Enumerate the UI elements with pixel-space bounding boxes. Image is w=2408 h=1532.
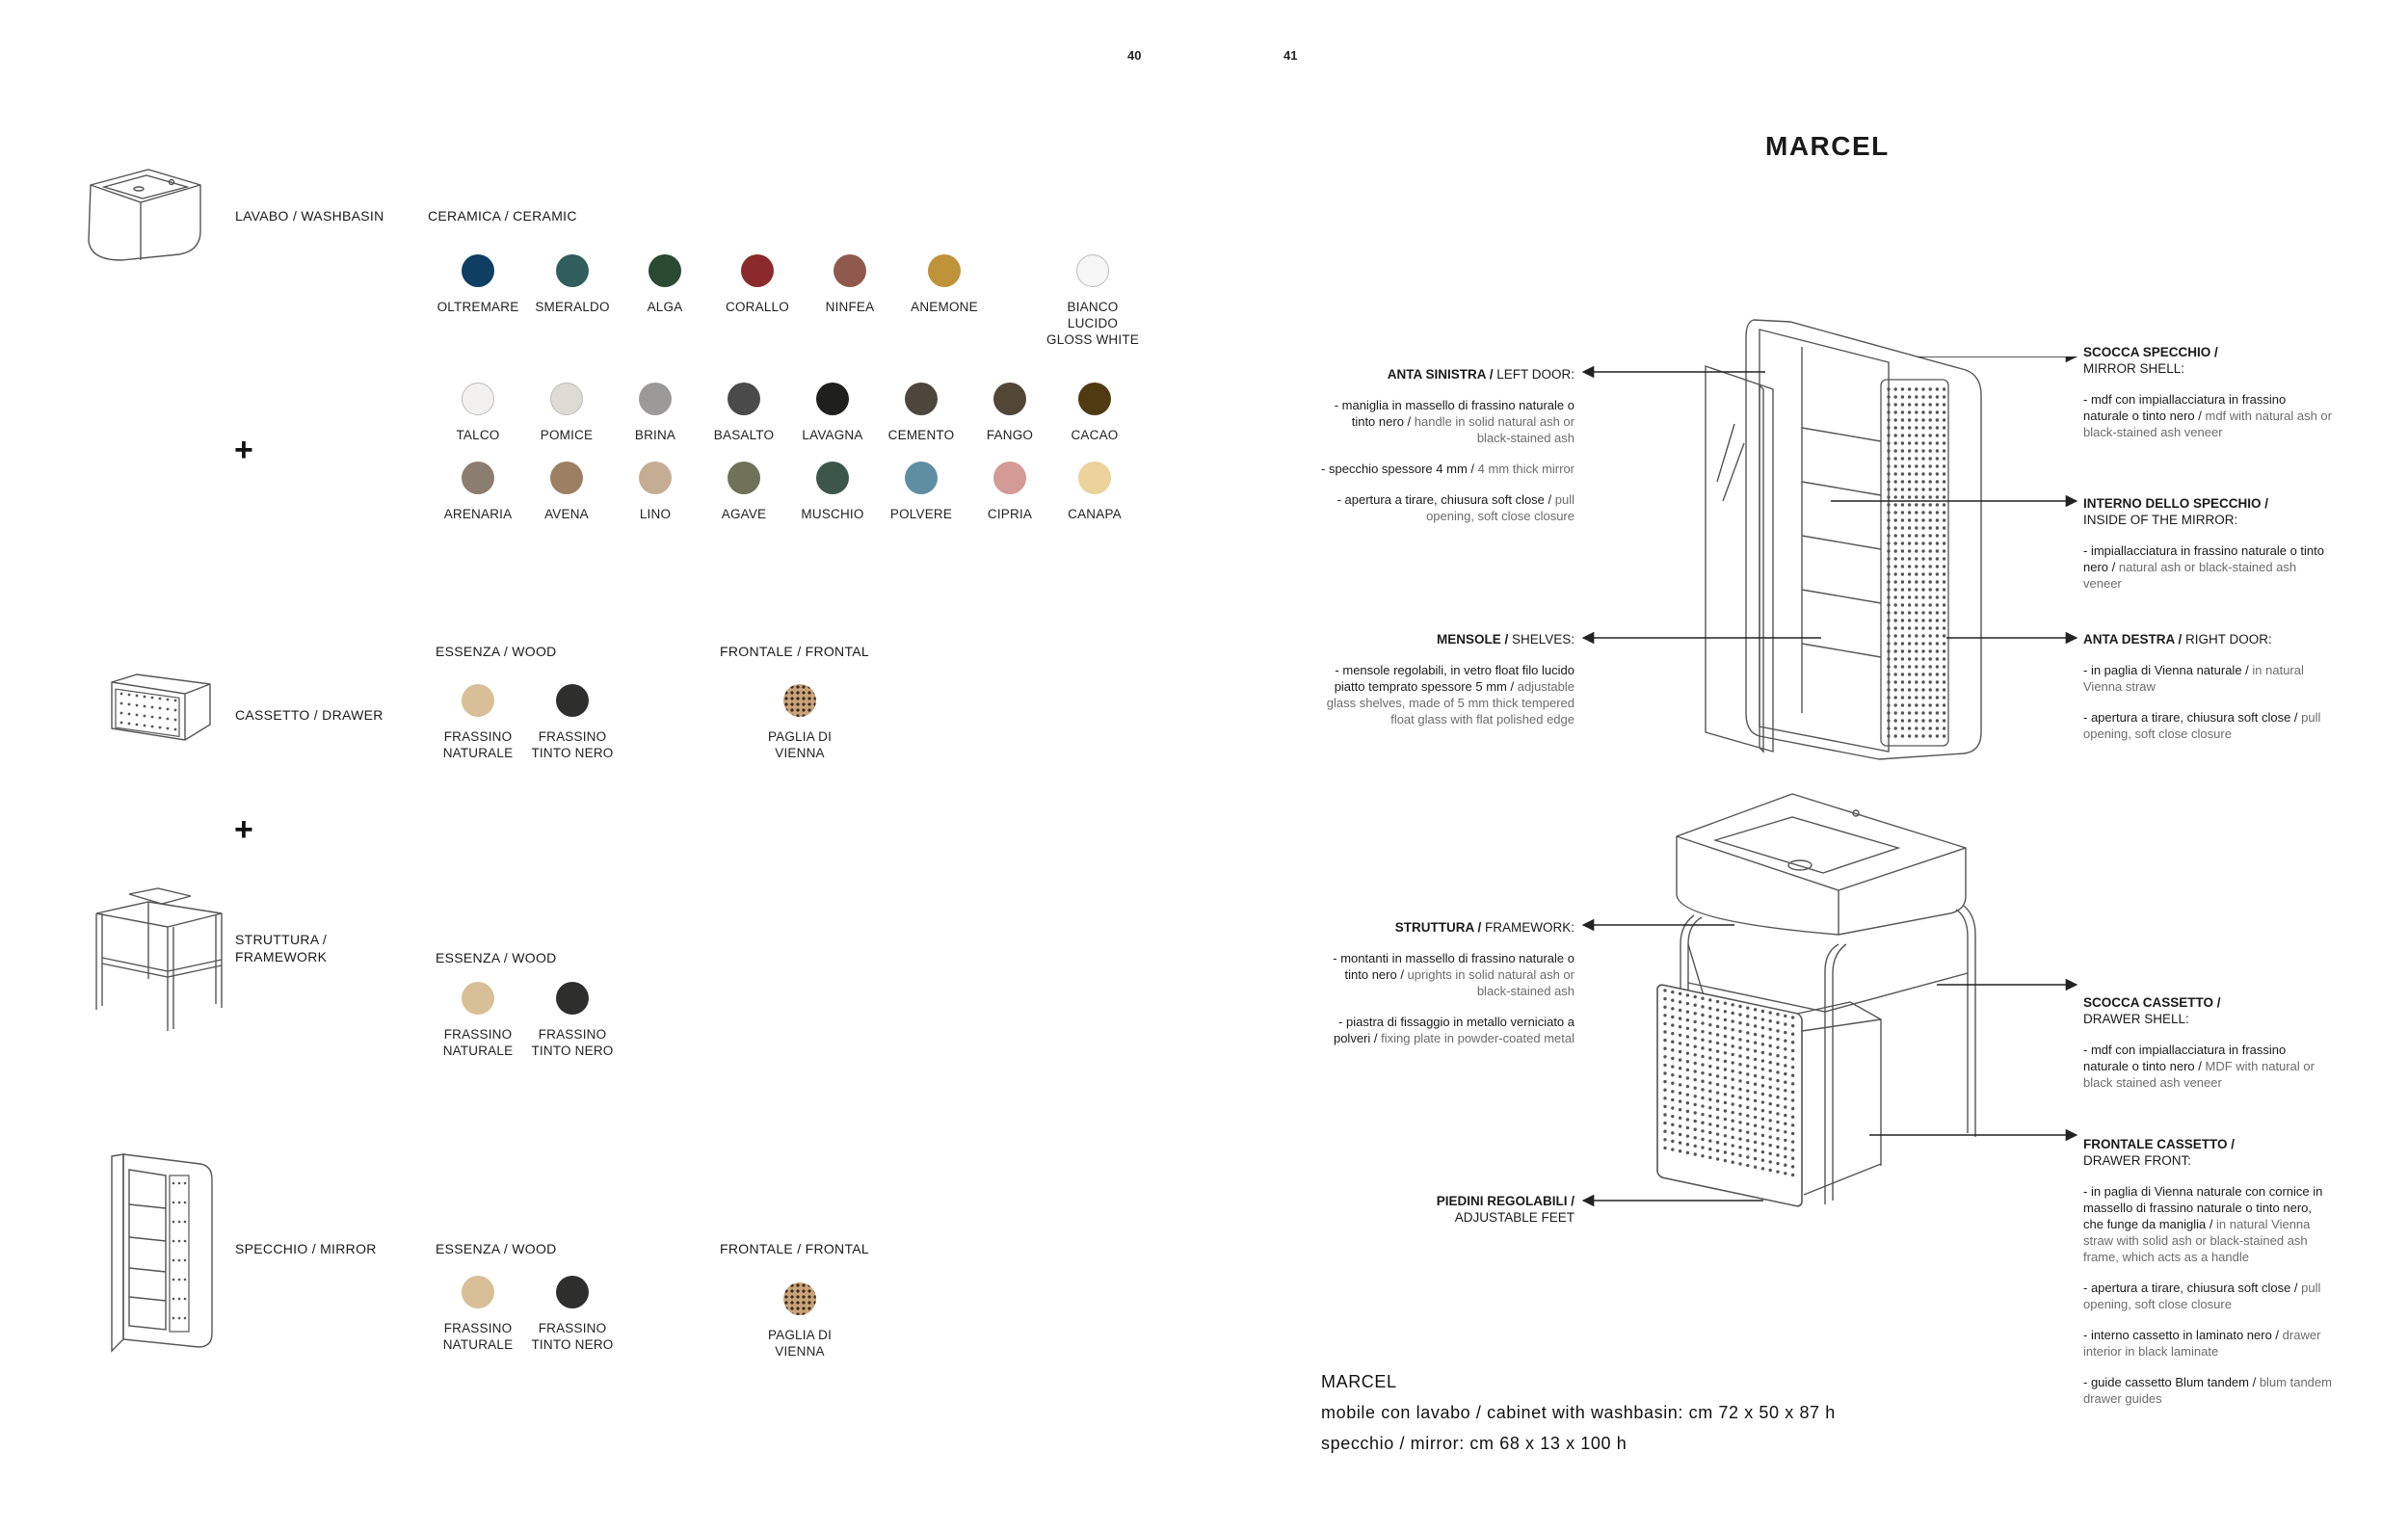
swatch [1045,254,1141,348]
annotation-drawer-shell [2083,994,2334,1091]
annotation-left-door-head: ANTA SINISTRA / [1387,367,1497,382]
annotation-drawer-shell-head: SCOCCA CASSETTO / [2083,995,2221,1010]
annotation-item-it: - specchio spessore 4 mm / [1321,462,1478,476]
swatch-color [928,254,961,287]
swatch-color [462,982,494,1015]
annotation-feet-head: PIEDINI REGOLABILI / [1436,1194,1574,1208]
swatch [696,383,792,443]
annotation-item-en: drawer interior in black laminate [2083,1328,2321,1359]
annotation-item-en: handle in solid natural ash or black-stained ash [1414,414,1574,445]
swatch-color [556,684,589,717]
swatch-name: FRASSINO TINTO NERO [531,729,614,760]
swatch-color [741,254,774,287]
swatch-name: CANAPA [1068,507,1122,521]
washbasin-illustration [83,164,208,265]
group-label-drawer-wood: ESSENZA / WOOD [436,644,557,659]
swatch-name: NINFEA [825,300,875,314]
swatch-name: TALCO [456,428,500,442]
plus-icon-2: + [234,811,253,848]
swatch [696,462,792,522]
swatch [709,254,806,315]
swatch-color [993,462,1026,494]
annotation-right-door-head: ANTA DESTRA / [2083,632,2185,647]
swatch-color [728,462,760,494]
annotation-item-en: in natural Vienna straw with solid ash or black-stained ash frame, which acts as a handle [2083,1217,2311,1264]
spec-cabinet: mobile con lavabo / cabinet with washbasin: cm 72 x 50 x 87 h [1321,1403,1836,1422]
swatch-name: LINO [639,507,672,521]
swatch-color [462,383,494,415]
framework-illustration [91,885,225,1039]
annotation-item-it: - in paglia di Vienna naturale con cornice in massello di frassino naturale o tinto nero, che funge da maniglia / [2083,1184,2323,1231]
annotation-item-it: - impiallacciatura in frassino naturale o tinto nero / [2083,543,2325,574]
annotation-item [2083,709,2334,742]
swatch [607,462,703,522]
annotation-leaders [1580,357,2081,1224]
swatch [752,684,848,761]
annotation-item-en: uprights in solid natural ash or black-stained ash [1407,967,1574,998]
annotation-item [2083,1280,2334,1312]
swatch-color [816,383,849,415]
swatch-color [783,684,816,717]
swatch-color [550,383,583,415]
annotation-left-door [1320,366,1574,524]
annotation-item-en: in natural Vienna straw [2083,663,2304,694]
swatch-color [462,1276,494,1308]
annotation-right-door [2083,631,2334,742]
annotation-item-it: - apertura a tirare, chiusura soft close / [2083,1281,2302,1295]
annotation-left-door-head-en: LEFT DOOR: [1496,367,1574,382]
swatch-name: PAGLIA DI VIENNA [767,729,833,760]
section-label-washbasin: LAVABO / WASHBASIN [235,208,384,224]
annotation-item [1320,950,1574,999]
annotation-item-it: - mensole regolabili, in vetro float filo lucido piatto temprato spessore 5 mm / [1334,663,1574,694]
swatch-name: ARENARIA [443,507,513,521]
annotation-shelves-head: MENSOLE / [1436,632,1512,647]
annotation-framework [1320,919,1574,1046]
annotation-item [2083,391,2334,440]
annotation-mirror-inside-head-en: INSIDE OF THE MIRROR: [2083,513,2238,527]
swatch [962,383,1058,443]
swatch-name: FANGO [986,428,1034,442]
swatch-name: CORALLO [726,300,789,314]
swatch-name: BASALTO [713,428,775,442]
swatch-name: POMICE [540,428,594,442]
spec-name: MARCEL [1321,1372,1397,1391]
annotation-framework-head-en: FRAMEWORK: [1485,920,1574,935]
swatch-name: FRASSINO TINTO NERO [531,1321,614,1352]
annotation-item [2083,662,2334,695]
swatch-name: CACAO [1071,428,1119,442]
annotation-item-it: - mdf con impiallacciatura in frassino naturale o tinto nero / [2083,392,2287,423]
swatch [607,383,703,443]
swatch-name: AVENA [544,507,589,521]
annotation-shelves-head-en: SHELVES: [1511,632,1574,647]
annotation-item-en: pull opening, soft close closure [2083,1281,2321,1311]
swatch-color [462,462,494,494]
swatch-name: ANEMONE [911,300,978,314]
swatch-name: BIANCO LUCIDO GLOSS WHITE [1046,300,1139,347]
swatch [518,383,615,443]
annotation-item [1320,397,1574,446]
swatch [784,462,881,522]
swatch [430,1276,526,1353]
swatch [802,254,898,315]
swatch [873,462,969,522]
swatch [896,254,992,315]
swatch-name: SMERALDO [535,300,610,314]
swatch [430,982,526,1059]
swatch-color [905,383,938,415]
group-label-framework-wood: ESSENZA / WOOD [436,950,557,965]
swatch-color [905,462,938,494]
annotation-item-it: - in paglia di Vienna naturale / [2083,663,2253,677]
swatch-color [550,462,583,494]
swatch [524,254,621,315]
annotation-mirror-shell-head-en: MIRROR SHELL: [2083,361,2185,376]
section-label-drawer: CASSETTO / DRAWER [235,707,384,723]
swatch [524,684,621,761]
section-label-mirror: SPECCHIO / MIRROR [235,1241,377,1256]
annotation-item [2083,1042,2334,1091]
swatch [784,383,881,443]
annotation-mirror-inside-head: INTERNO DELLO SPECCHIO / [2083,496,2269,511]
annotation-item-en: pull opening, soft close closure [2083,710,2321,741]
swatch-color [816,462,849,494]
annotation-item-it: - montanti in massello di frassino naturale o tinto nero / [1333,951,1574,982]
spec-mirror: specchio / mirror: cm 68 x 13 x 100 h [1321,1434,1627,1453]
swatch-name: FRASSINO NATURALE [442,1027,514,1058]
spec-block [1321,1366,1836,1459]
swatch-color [462,684,494,717]
swatch-name: FRASSINO NATURALE [442,729,514,760]
annotation-item-en: fixing plate in powder-coated metal [1381,1031,1574,1045]
annotation-item-it: - piastra di fissaggio in metallo verniciato a polveri / [1333,1015,1574,1045]
swatch [430,684,526,761]
annotation-mirror-inside [2083,495,2334,592]
drawer-illustration [108,671,214,748]
swatch [430,383,526,443]
swatch-color [783,1282,816,1315]
swatch-name: MUSCHIO [801,507,864,521]
swatch-name: BRINA [634,428,676,442]
annotation-item-it: - maniglia in massello di frassino naturale o tinto nero / [1334,398,1574,429]
swatch-color [639,462,672,494]
swatch [524,982,621,1059]
annotation-item-en: MDF with natural or black stained ash veneer [2083,1059,2315,1090]
swatch [1046,383,1143,443]
annotation-item-en: pull opening, soft close closure [1426,492,1574,523]
swatch-color [556,254,589,287]
mirror-illustration [104,1150,220,1357]
swatch [1046,462,1143,522]
swatch [430,254,526,315]
product-title: MARCEL [1765,131,1890,161]
page-number-right: 41 [1283,48,1298,63]
swatch-name: CEMENTO [887,428,955,442]
annotation-item-en: adjustable glass shelves, made of 5 mm thick tempered float glass with flat polished edge [1326,679,1574,726]
annotation-framework-head: STRUTTURA / [1394,920,1485,935]
annotation-item [2083,1374,2334,1407]
swatch [518,462,615,522]
annotation-drawer-front-head: FRONTALE CASSETTO / [2083,1137,2236,1151]
annotation-item-en: 4 mm thick mirror [1477,462,1574,476]
swatch [752,1282,848,1360]
annotation-item [1320,491,1574,524]
annotation-mirror-shell-head: SCOCCA SPECCHIO / [2083,345,2218,359]
swatch-color [728,383,760,415]
annotation-right-door-head-en: RIGHT DOOR: [2185,632,2272,647]
annotation-item [1320,662,1574,727]
swatch [617,254,713,315]
group-label-drawer-front: FRONTALE / FRONTAL [720,644,870,659]
annotation-item-it: - mdf con impiallacciatura in frassino naturale o tinto nero / [2083,1043,2287,1073]
annotation-mirror-shell [2083,344,2334,440]
swatch-color [556,1276,589,1308]
swatch-color [1078,383,1111,415]
swatch [430,462,526,522]
annotation-item-it: - apertura a tirare, chiusura soft close / [2083,710,2302,725]
annotation-item [2083,1183,2334,1265]
annotation-feet-head-en: ADJUSTABLE FEET [1454,1210,1574,1225]
swatch-color [834,254,866,287]
swatch-color [1076,254,1109,287]
swatch [962,462,1058,522]
annotation-item [2083,542,2334,592]
annotation-item [2083,1327,2334,1360]
annotation-item-it: - guide cassetto Blum tandem / [2083,1375,2260,1389]
group-label-mirror-wood: ESSENZA / WOOD [436,1241,557,1256]
annotation-drawer-front-head-en: DRAWER FRONT: [2083,1153,2191,1168]
swatch-color [639,383,672,415]
swatch-name: FRASSINO TINTO NERO [531,1027,614,1058]
swatch-color [462,254,494,287]
annotation-drawer-front [2083,1136,2334,1407]
annotation-feet [1320,1193,1574,1226]
swatch-name: CIPRIA [987,507,1033,521]
swatch-color [993,383,1026,415]
page-number-left: 40 [1127,48,1142,63]
swatch-color [1078,462,1111,494]
group-label-ceramic: CERAMICA / CERAMIC [428,208,577,224]
annotation-drawer-shell-head-en: DRAWER SHELL: [2083,1012,2189,1026]
swatch-name: POLVERE [889,507,953,521]
annotation-shelves [1320,631,1574,727]
swatch-name: AGAVE [721,507,767,521]
annotation-item-it: - apertura a tirare, chiusura soft close / [1336,492,1555,507]
swatch-name: PAGLIA DI VIENNA [767,1328,833,1359]
annotation-item [1320,461,1574,477]
swatch-color [648,254,681,287]
annotation-item-en: mdf with natural ash or black-stained ash veneer [2083,409,2332,439]
annotation-item-en: blum tandem drawer guides [2083,1375,2332,1406]
section-label-framework: STRUTTURA / FRAMEWORK [235,932,328,964]
swatch-name: OLTREMARE [437,300,519,314]
swatch [873,383,969,443]
swatch-name: LAVAGNA [802,428,863,442]
annotation-item-en: natural ash or black-stained ash veneer [2083,560,2297,591]
swatch-color [556,982,589,1015]
annotation-item [1320,1014,1574,1046]
plus-icon: + [234,432,253,468]
swatch-name: ALGA [647,300,683,314]
annotation-item-it: - interno cassetto in laminato nero / [2083,1328,2283,1342]
group-label-mirror-front: FRONTALE / FRONTAL [720,1241,870,1256]
swatch-name: FRASSINO NATURALE [442,1321,514,1352]
swatch [524,1276,621,1353]
